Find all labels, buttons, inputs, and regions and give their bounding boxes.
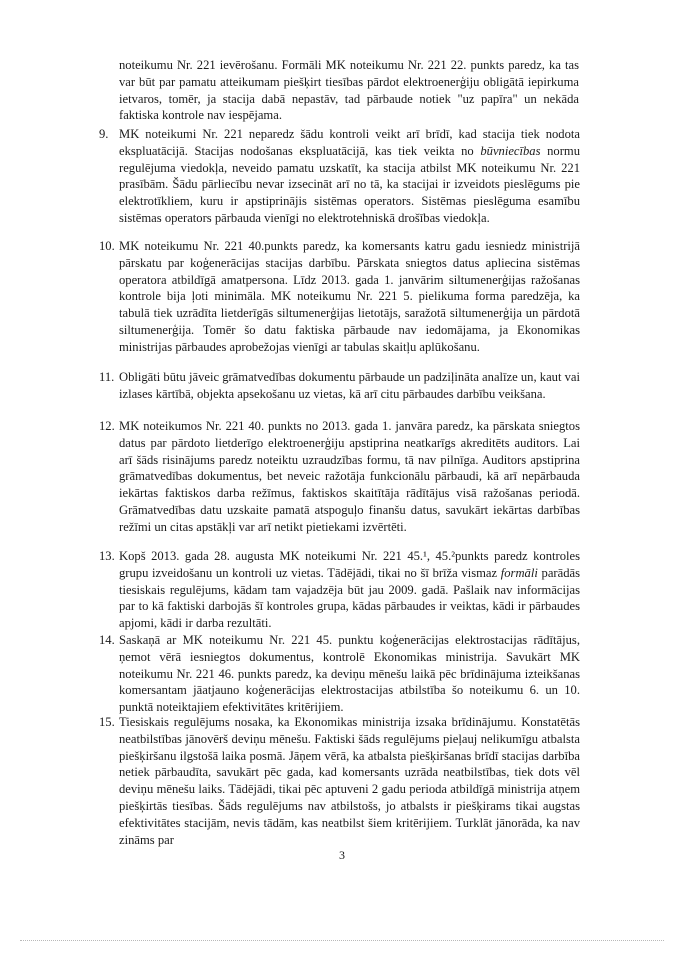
item-text: Obligāti būtu jāveic grāmatvedības dokumentu pārbaude un padziļināta analīze un, kaut vai izlases kārtībā, objekta apsekošanu uz vietas, kā arī citu pārbaudes darbību veikšana. (119, 370, 580, 401)
item-text: MK noteikumu Nr. 221 40.punkts paredz, ka komersants katru gadu iesniedz ministrijā pārskatu par koģenerācijas stacijas darbību. Pārskata sniegtos datus apliecina sistēmas operatora atbildīgā amatpersona. Līdz 2013. gada 1. janvārim siltumenerģijas ražošanas kontrole bija ļoti minimāla. MK noteikumu Nr. 221 5. pielikuma forma paredzēja, ka tabulā tiek uzrādīta lietderīgās siltumenerģijas lietotājs, saražotā siltumenerģija un pārdotā siltumenerģija. Tomēr šo datu faktiska pārbaude nav iedomājama, ja Ekonomikas ministrijas pārbaudes aprobežojas vienīgi ar tabulas skaitļu aplūkošanu. (119, 239, 580, 354)
item-text: MK noteikumi Nr. 221 neparedz šādu kontroli veikt arī brīdī, kad stacija tiek nodota ekspluatācijā. Stacijas nodošanas ekspluatācijā, kas tiek veikta no būvniecības normu regulējuma viedokļa, neveido pamatu uzskatīt, ka stacija atbilst MK noteikumu Nr. 221 prasībām. Šādu pārliecību nevar izsecināt arī no tā, ka stacijai ir izveidots pieslēgums pie elektrotīkliem, kuru ir apstiprinājis sistēmas operators. Sistēmas pieslēguma esamību sistēmas operators pārbauda vienīgi no elektrotehniskā drošības viedokļa. (119, 127, 580, 225)
item-text: Saskaņā ar MK noteikumu Nr. 221 45. punktu koģenerācijas elektrostacijas rādītājus, ņemot vērā iesniegtos dokumentus, kontrolē Ekonomikas ministrija. Savukārt MK noteikumu Nr. 221 46. punkts paredz, ka deviņu mēnešu laikā pēc brīdinājuma izteikšanas komersantam jāatjauno koģenerācijas elektrostacijas atbilstība šo noteikumu 6. un 10. punktā noteiktajiem efektivitātes kritērijiem. (119, 633, 580, 715)
item-number: 12. (99, 419, 115, 433)
list-item-15 (99, 714, 580, 848)
scan-edge-divider (20, 940, 664, 942)
item-number: 15. (99, 715, 115, 729)
list-item-14 (99, 632, 580, 716)
item-number: 11. (99, 370, 115, 384)
item-number: 10. (99, 239, 115, 253)
list-item-9 (99, 126, 580, 227)
item-number: 9. (99, 127, 109, 141)
item-text: Kopš 2013. gada 28. augusta MK noteikumi Nr. 221 45.¹, 45.²punkts paredz kontroles grupu izveidošanu un kontroli uz vietas. Tādējādi, tikai no šī brīža vismaz formāli parādās tiesiskais regulējums, kādam tam vajadzēja būt jau 2009. gadā. Pašlaik nav informācijas par to kā faktiski darbojās šī kontroles grupa, kādas pārbaudes ir veiktas, kādi ir pārbaudes apjomi, kādi ir darba rezultāti. (119, 549, 580, 631)
continuation-paragraph: noteikumu Nr. 221 ievērošanu. Formāli MK noteikumu Nr. 221 22. punkts paredz, ka tas var būt par pamatu atteikumam piešķirt tiesības pārdot elektroenerģiju obligātā iepirkuma ietvaros, tomēr, ja stacija dabā nepastāv, tad pārbaude notiek "uz papīra" un nekāda faktiska kontrole nav iespējama. (119, 58, 579, 123)
page-number: 3 (339, 848, 345, 862)
item-number: 13. (99, 549, 115, 563)
list-item-10 (99, 238, 580, 356)
list-item-12 (99, 418, 580, 536)
item-number: 14. (99, 633, 115, 647)
list-item-11 (99, 369, 580, 403)
list-item-13 (99, 548, 580, 632)
item-text: MK noteikumos Nr. 221 40. punkts no 2013. gada 1. janvāra paredz, ka pārskata sniegtos datus par pārdoto lietderīgo elektroenerģiju apstiprina neatkarīgs akreditēts auditors. Lai arī šāds risinājums paredz noteiktu uzraudzības formu, tā nav pilnīga. Auditors apstiprina grāmatvedības dokumentus, bet neveic ražotāja funkcionālu pārbaudi, kā arī nepārbauda iekārtas faktiskos darba režīmus, faktiskos skaitītāja rādītājus visā ražošanas periodā. Grāmatvedības datu uzskaite pamatā atspoguļo finanšu datus, savukārt iekārtas darbības režīmi un citas apstākļi var arī netikt pietiekami izvērtēti. (119, 419, 580, 534)
item-text: Tiesiskais regulējums nosaka, ka Ekonomikas ministrija izsaka brīdinājumu. Konstatētās neatbilstības jānovērš deviņu mēnešu. Faktiski šāds regulējums pieļauj nelikumīgu atbalsta piešķiršanu ilgstošā laika posmā. Jāņem vērā, ka atbalsta piešķiršanas brīdī stacijas darbība netiek pārbaudīta, savukārt pēc gada, kad komersants uzrāda neatbilstības, tiek dots vēl deviņu mēnešu laiks. Tādējādi, tikai pēc aptuveni 2 gadu perioda atbildīgā ministrija atņem piešķirtās tiesības. Šāds regulējums nav atbilstošs, jo atbalsts ir piešķirams tikai augstas efektivitātes stacijām, nevis tādām, kas neatbilst šiem kritērijiem. Turklāt jānorāda, ka nav zināms par (119, 715, 580, 847)
